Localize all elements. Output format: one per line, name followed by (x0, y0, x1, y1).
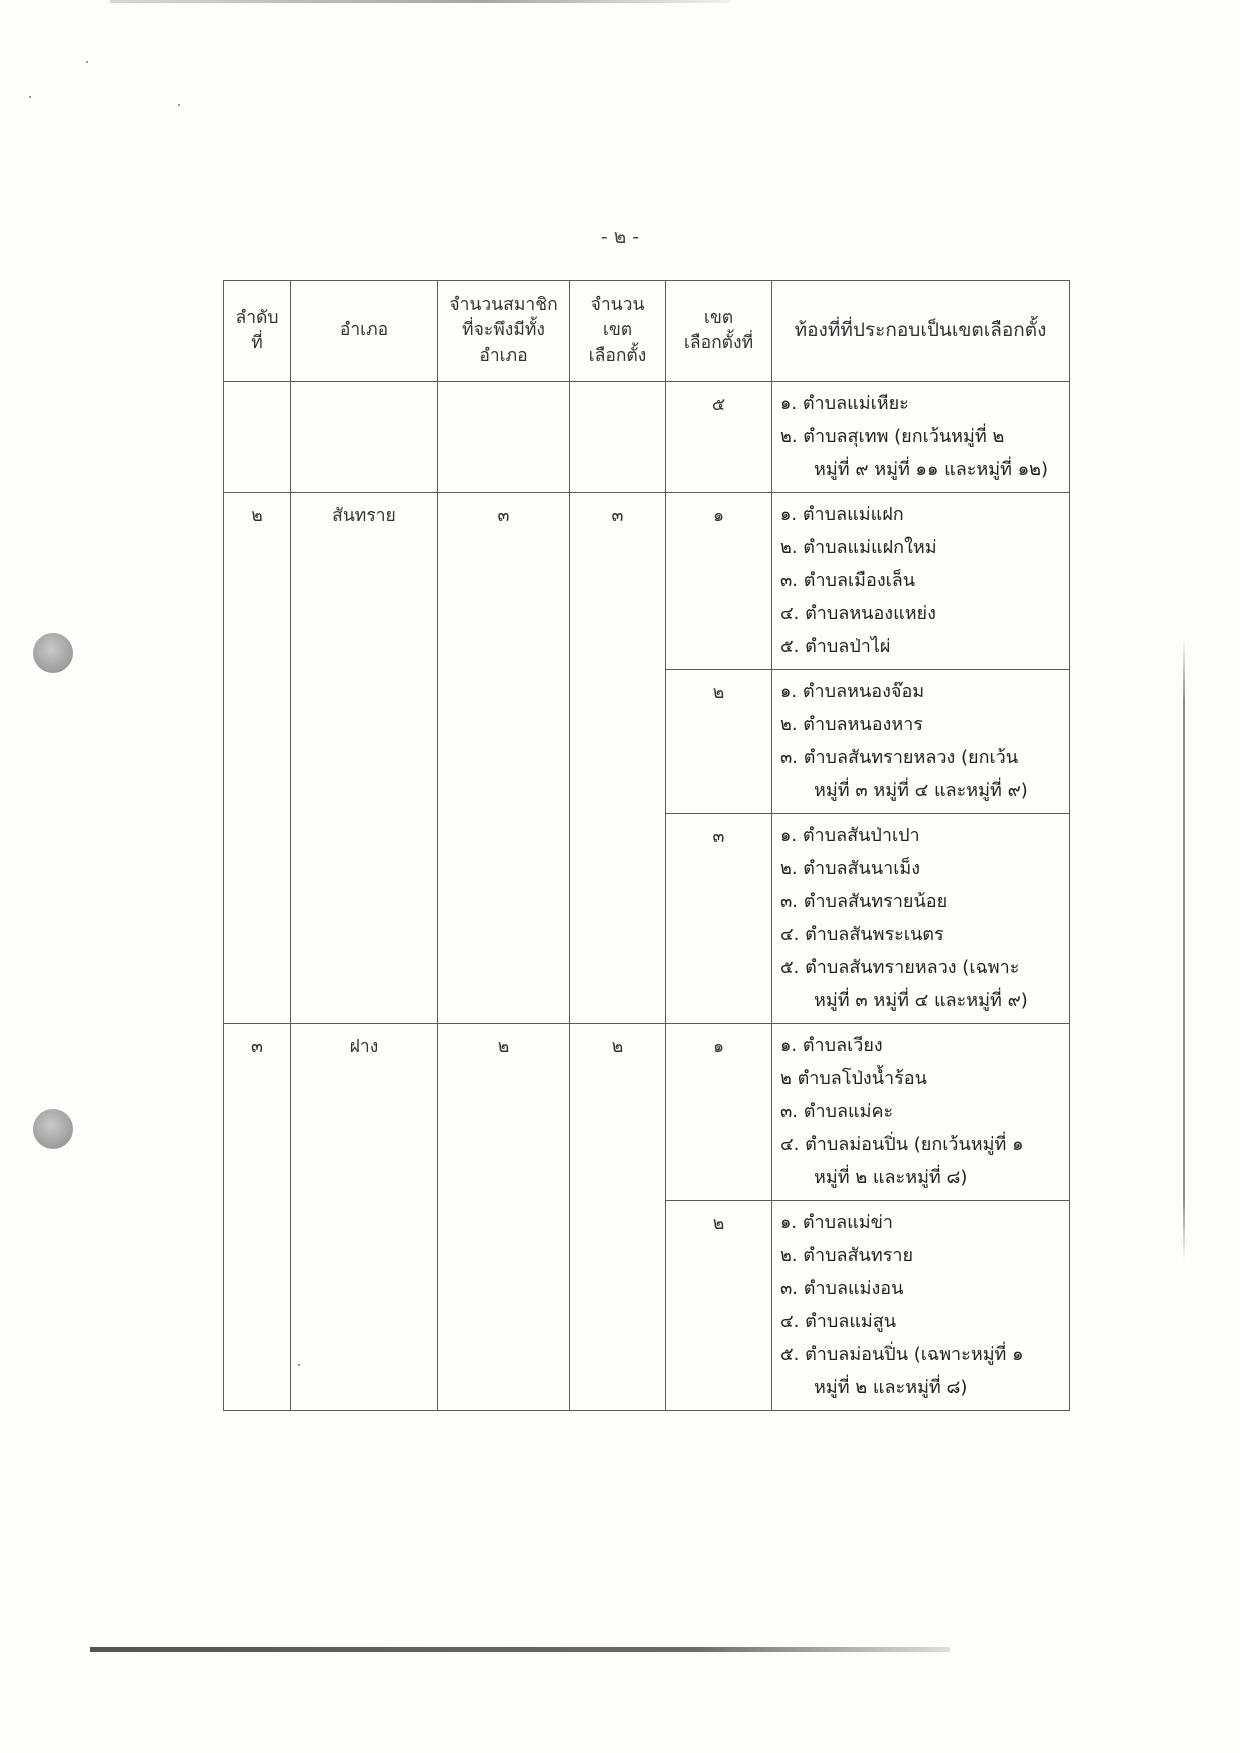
area-item-continuation: หมู่ที่ ๒ และหมู่ที่ ๘) (814, 1167, 968, 1188)
members-cell: ๒ (438, 1024, 570, 1411)
header-zone (666, 281, 772, 382)
header-amphoe (291, 281, 438, 382)
zone-cell: ๒ (666, 670, 772, 814)
header-line: เลือกตั้งที่ (683, 333, 754, 353)
area-item: ๓. ตำบลสันทรายน้อย (780, 891, 948, 912)
members-cell: ๓ (438, 493, 570, 1024)
scan-speck (178, 104, 180, 106)
area-item: ๕. ตำบลป่าไผ่ (780, 636, 891, 657)
area-item: ๔. ตำบลหนองแหย่ง (780, 603, 936, 624)
electoral-zones-table (223, 280, 1070, 1411)
scan-top-edge (110, 0, 730, 3)
header-line: ที่จะพึงมีทั้ง (462, 320, 545, 341)
header-line: ลำดับ (235, 307, 279, 328)
area-item: ๒. ตำบลหนองหาร (780, 714, 923, 735)
area-item: ๑. ตำบลแม่แฝก (780, 504, 904, 525)
areas-cell (772, 382, 1070, 493)
area-item: ๒. ตำบลสุเทพ (ยกเว้นหมู่ที่ ๒ (780, 426, 1005, 447)
area-item: ๑. ตำบลสันป่าเปา (780, 825, 920, 846)
amphoe-cell (291, 382, 438, 493)
areas-cell (772, 1201, 1070, 1411)
seq-cell: ๒ (224, 493, 291, 1024)
header-line: เขต (703, 307, 734, 328)
zone-cell: ๑ (666, 1024, 772, 1201)
scan-speck (29, 96, 31, 98)
area-item: ๑. ตำบลหนองจ๊อม (780, 681, 925, 702)
area-item: ๕. ตำบลม่อนปิ่น (เฉพาะหมู่ที่ ๑ (780, 1344, 1024, 1365)
area-item: ๒. ตำบลแม่แฝกใหม่ (780, 537, 937, 558)
areas-cell (772, 1024, 1070, 1201)
zone-cell: ๒ (666, 1201, 772, 1411)
area-item: ๒ ตำบลโป่งน้ำร้อน (780, 1068, 927, 1089)
punch-hole (33, 633, 73, 673)
area-item: ๓. ตำบลแม่คะ (780, 1101, 894, 1122)
members-cell (438, 382, 570, 493)
num-zones-cell: ๒ (570, 1024, 666, 1411)
header-line: อำเภอ (479, 345, 528, 366)
area-item: ๕. ตำบลสันทรายหลวง (เฉพาะ (780, 957, 1020, 978)
area-item-continuation: หมู่ที่ ๓ หมู่ที่ ๔ และหมู่ที่ ๙) (814, 780, 1028, 801)
header-areas (772, 281, 1070, 382)
zone-cell: ๕ (666, 382, 772, 493)
areas-cell (772, 493, 1070, 670)
table-header-row (224, 281, 1070, 382)
area-item: ๔. ตำบลแม่สูน (780, 1311, 897, 1332)
area-item: ๑. ตำบลเวียง (780, 1035, 883, 1056)
areas-cell (772, 670, 1070, 814)
table-row (224, 493, 1070, 670)
area-item: ๒. ตำบลสันนาเม็ง (780, 858, 921, 879)
header-line: ท้องที่ที่ประกอบเป็นเขตเลือกตั้ง (794, 319, 1047, 342)
scan-bottom-bar (90, 1647, 950, 1652)
header-line: อำเภอ (339, 320, 389, 341)
scan-speck (86, 61, 88, 63)
area-item: ๒. ตำบลสันทราย (780, 1245, 914, 1266)
table-row (224, 1024, 1070, 1201)
header-line: เขต (602, 320, 633, 341)
num-zones-cell (570, 382, 666, 493)
area-item-continuation: หมู่ที่ ๓ หมู่ที่ ๔ และหมู่ที่ ๙) (814, 990, 1028, 1011)
seq-cell: ๓ (224, 1024, 291, 1411)
header-line: จำนวน (590, 294, 645, 315)
area-item-continuation: หมู่ที่ ๒ และหมู่ที่ ๘) (814, 1377, 968, 1398)
zone-cell: ๓ (666, 814, 772, 1024)
header-members (438, 281, 570, 382)
area-item: ๓. ตำบลเมืองเล็น (780, 570, 916, 591)
punch-hole (33, 1109, 73, 1149)
table-body (224, 382, 1070, 1411)
amphoe-cell: สันทราย (291, 493, 438, 1024)
table-row (224, 382, 1070, 493)
area-item: ๓. ตำบลสันทรายหลวง (ยกเว้น (780, 747, 1019, 768)
header-line: ที่ (251, 333, 263, 353)
area-item: ๔. ตำบลม่อนปิ่น (ยกเว้นหมู่ที่ ๑ (780, 1134, 1024, 1155)
header-line: เลือกตั้ง (588, 345, 647, 366)
area-item: ๔. ตำบลสันพระเนตร (780, 924, 944, 945)
amphoe-cell: ฝาง (291, 1024, 438, 1411)
num-zones-cell: ๓ (570, 493, 666, 1024)
zone-cell: ๑ (666, 493, 772, 670)
area-item-continuation: หมู่ที่ ๙ หมู่ที่ ๑๑ และหมู่ที่ ๑๒) (814, 459, 1049, 480)
areas-cell (772, 814, 1070, 1024)
scan-edge-line (1183, 640, 1185, 1260)
header-seq (224, 281, 291, 382)
seq-cell (224, 382, 291, 493)
area-item: ๑. ตำบลแม่เหียะ (780, 393, 909, 414)
page-number: - ๒ - (600, 226, 640, 248)
area-item: ๑. ตำบลแม่ข่า (780, 1212, 894, 1233)
header-line: จำนวนสมาชิก (449, 294, 558, 315)
header-num-zones (570, 281, 666, 382)
area-item: ๓. ตำบลแม่งอน (780, 1278, 904, 1299)
